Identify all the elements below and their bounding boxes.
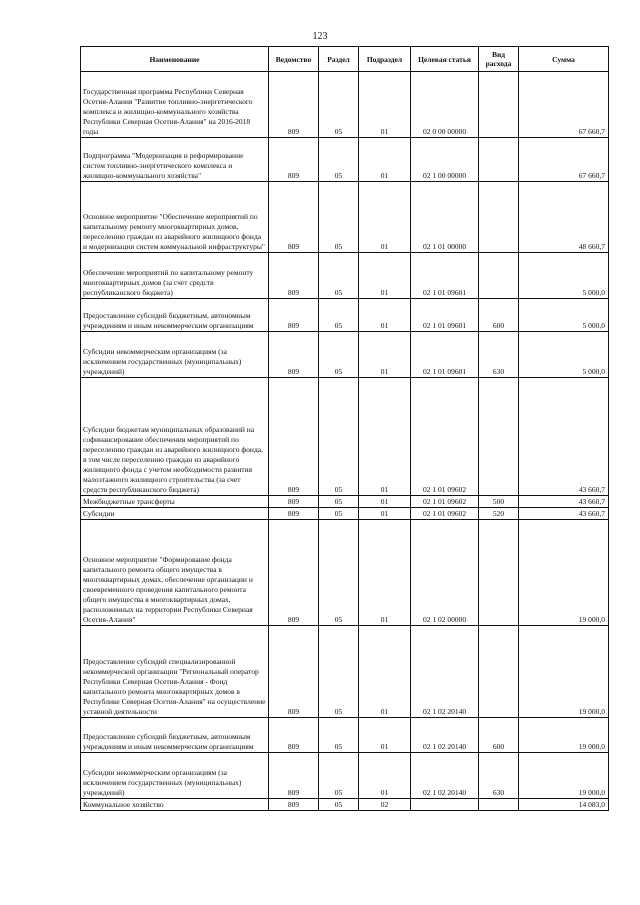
row-section: 05 <box>319 72 359 138</box>
column-header-target: Целевая статья <box>411 47 479 72</box>
row-exp-type: 500 <box>479 496 519 508</box>
column-header-dept: Ведомство <box>269 47 319 72</box>
row-subsection: 01 <box>359 72 411 138</box>
row-target: 02 1 01 09601 <box>411 253 479 299</box>
column-header-section: Раздел <box>319 47 359 72</box>
row-name: Субсидии <box>81 508 269 520</box>
table-row <box>81 182 609 253</box>
row-section: 05 <box>319 332 359 378</box>
row-dept: 809 <box>269 378 319 496</box>
row-exp-type <box>479 378 519 496</box>
row-subsection: 01 <box>359 138 411 182</box>
row-amount: 19 000,0 <box>519 718 609 753</box>
row-name: Предоставление субсидий бюджетным, автономным учреждениям и иным некоммерческим организациям <box>81 299 269 332</box>
row-dept: 809 <box>269 72 319 138</box>
table-row <box>81 72 609 138</box>
row-target: 02 1 01 09601 <box>411 332 479 378</box>
row-dept: 809 <box>269 299 319 332</box>
row-amount: 14 083,0 <box>519 799 609 811</box>
row-name: Субсидии бюджетам муниципальных образований на софинансирование обеспечения мероприятий по переселению граждан из аварийного жилищного фонда, в том числе переселению граждан из аварийного жилищного фонда с учетом необходимости развития малоэтажного жилищного строительства (за счет средств республиканского бюджета) <box>81 378 269 496</box>
row-dept: 809 <box>269 508 319 520</box>
row-name: Межбюджетные трансферты <box>81 496 269 508</box>
row-exp-type <box>479 626 519 718</box>
row-subsection: 01 <box>359 378 411 496</box>
row-name: Субсидии некоммерческим организациям (за исключением государственных (муниципальных) учреждений) <box>81 332 269 378</box>
row-amount: 48 660,7 <box>519 182 609 253</box>
row-target: 02 1 01 00000 <box>411 182 479 253</box>
table-row <box>81 718 609 753</box>
row-exp-type <box>479 799 519 811</box>
row-amount: 19 000,0 <box>519 626 609 718</box>
row-section: 05 <box>319 378 359 496</box>
row-subsection: 01 <box>359 753 411 799</box>
column-header-exp-type: Вид расхода <box>479 47 519 72</box>
column-header-amount: Сумма <box>519 47 609 72</box>
row-target: 02 1 01 09602 <box>411 508 479 520</box>
row-exp-type <box>479 182 519 253</box>
table-header-row <box>81 47 609 72</box>
row-name: Предоставление субсидий специализированной некоммерческой организации "Региональный оператор Республики Северная Осетия-Алания - Фонд капитального ремонта многоквартирных домов в Республике Северная Осетия-Алания" на осуществление уставной деятельности <box>81 626 269 718</box>
row-target: 02 1 01 09602 <box>411 378 479 496</box>
table-row <box>81 378 609 496</box>
table-row <box>81 626 609 718</box>
row-section: 05 <box>319 626 359 718</box>
table-row <box>81 508 609 520</box>
row-amount: 67 660,7 <box>519 138 609 182</box>
row-exp-type: 600 <box>479 718 519 753</box>
row-exp-type <box>479 138 519 182</box>
row-name: Государственная программа Республики Северная Осетия-Алания "Развитие топливно-энергетического комплекса и жилищно-коммунального хозяйства Республики Северная Осетия-Алания" на 2016-2018 годы <box>81 72 269 138</box>
row-subsection: 01 <box>359 253 411 299</box>
row-dept: 809 <box>269 138 319 182</box>
row-exp-type <box>479 72 519 138</box>
table-row <box>81 138 609 182</box>
row-section: 05 <box>319 718 359 753</box>
row-section: 05 <box>319 182 359 253</box>
row-dept: 809 <box>269 496 319 508</box>
row-name: Субсидии некоммерческим организациям (за исключением государственных (муниципальных) учреждений) <box>81 753 269 799</box>
row-subsection: 01 <box>359 299 411 332</box>
row-dept: 809 <box>269 718 319 753</box>
row-section: 05 <box>319 799 359 811</box>
row-target: 02 1 02 20140 <box>411 718 479 753</box>
row-section: 05 <box>319 253 359 299</box>
table-row <box>81 332 609 378</box>
row-subsection: 02 <box>359 799 411 811</box>
row-amount: 19 000,0 <box>519 520 609 626</box>
page-number: 123 <box>312 31 328 42</box>
row-exp-type: 630 <box>479 332 519 378</box>
table-row <box>81 496 609 508</box>
row-dept: 809 <box>269 799 319 811</box>
row-dept: 809 <box>269 753 319 799</box>
row-target: 02 0 00 00000 <box>411 72 479 138</box>
row-amount: 19 000,0 <box>519 753 609 799</box>
row-exp-type: 600 <box>479 299 519 332</box>
row-target <box>411 799 479 811</box>
row-subsection: 01 <box>359 182 411 253</box>
table-row <box>81 253 609 299</box>
row-dept: 809 <box>269 520 319 626</box>
column-header-subsection: Подраздел <box>359 47 411 72</box>
row-amount: 5 000,0 <box>519 332 609 378</box>
row-section: 05 <box>319 496 359 508</box>
row-subsection: 01 <box>359 332 411 378</box>
row-exp-type: 630 <box>479 753 519 799</box>
column-header-name: Наименование <box>81 47 269 72</box>
row-subsection: 01 <box>359 508 411 520</box>
row-dept: 809 <box>269 626 319 718</box>
row-target: 02 1 02 00000 <box>411 520 479 626</box>
row-target: 02 1 01 09601 <box>411 299 479 332</box>
table-row <box>81 520 609 626</box>
budget-table <box>80 46 609 811</box>
row-name: Основное мероприятие "Обеспечение мероприятий по капитальному ремонту многоквартирных домов, переселению граждан из аварийного жилищного фонда и модернизации систем коммунальной инфраструктуры" <box>81 182 269 253</box>
row-subsection: 01 <box>359 520 411 626</box>
row-name: Коммунальное хозяйство <box>81 799 269 811</box>
row-target: 02 1 02 20140 <box>411 626 479 718</box>
row-dept: 809 <box>269 253 319 299</box>
row-amount: 43 660,7 <box>519 496 609 508</box>
row-name: Основное мероприятие "Формирование фонда капитального ремонта общего имущества в многоквартирных домах, обеспечение организации и своевременного проведения капитального ремонта общего имущества в многоквартирных домах, расположенных на территории Республики Северная Осетия-Алания" <box>81 520 269 626</box>
row-target: 02 1 00 00000 <box>411 138 479 182</box>
row-target: 02 1 01 09602 <box>411 496 479 508</box>
row-section: 05 <box>319 753 359 799</box>
row-amount: 43 660,7 <box>519 508 609 520</box>
row-name: Подпрограмма "Модернизация и реформирование систем топливно-энергетического комплекса и жилищно-коммунального хозяйства" <box>81 138 269 182</box>
row-target: 02 1 02 20140 <box>411 753 479 799</box>
table-row <box>81 799 609 811</box>
row-subsection: 01 <box>359 718 411 753</box>
row-exp-type: 520 <box>479 508 519 520</box>
row-amount: 43 660,7 <box>519 378 609 496</box>
row-name: Обеспечение мероприятий по капитальному ремонту многоквартирных домов (за счет средств республиканского бюджета) <box>81 253 269 299</box>
row-dept: 809 <box>269 182 319 253</box>
table-row <box>81 299 609 332</box>
table-row <box>81 753 609 799</box>
row-section: 05 <box>319 508 359 520</box>
row-amount: 5 000,0 <box>519 299 609 332</box>
row-exp-type <box>479 253 519 299</box>
row-subsection: 01 <box>359 496 411 508</box>
row-name: Предоставление субсидий бюджетным, автономным учреждениям и иным некоммерческим организациям <box>81 718 269 753</box>
row-dept: 809 <box>269 332 319 378</box>
row-section: 05 <box>319 520 359 626</box>
row-subsection: 01 <box>359 626 411 718</box>
row-amount: 67 660,7 <box>519 72 609 138</box>
row-amount: 5 000,0 <box>519 253 609 299</box>
row-exp-type <box>479 520 519 626</box>
row-section: 05 <box>319 299 359 332</box>
row-section: 05 <box>319 138 359 182</box>
